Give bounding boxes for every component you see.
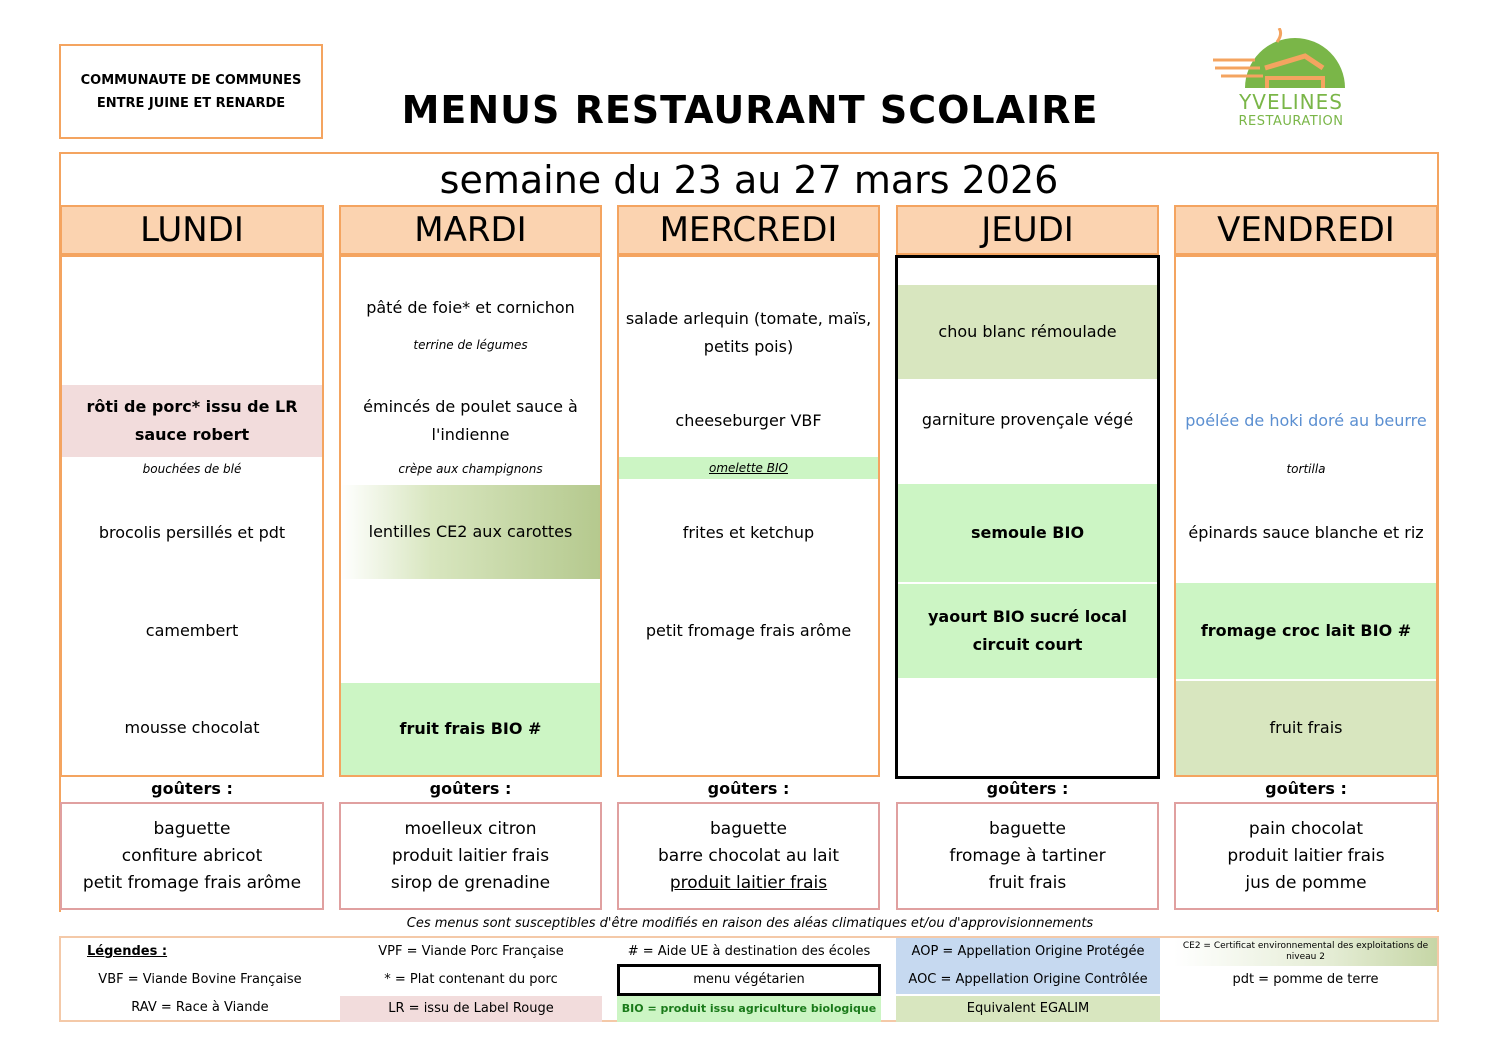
mercredi-main-alt: omelette BIO (619, 457, 878, 479)
day-column-vendredi (1174, 255, 1438, 777)
vendredi-cheese: fromage croc lait BIO # (1176, 583, 1436, 679)
logo-text-main: YVELINES (1239, 90, 1343, 114)
week-title: semaine du 23 au 27 mars 2026 (439, 158, 1059, 202)
gouter-item: moelleux citron (404, 818, 537, 839)
gouter-item: pain chocolat (1248, 818, 1364, 839)
gouter-item: baguette (153, 818, 231, 839)
legend-label-rouge: LR = issu de Label Rouge (340, 996, 602, 1022)
vendredi-main: poélée de hoki doré au beurre (1185, 411, 1427, 430)
disclaimer-notice: Ces menus sont susceptibles d'être modifiés en raison des aléas climatiques et/ou d'approvisionnements (406, 915, 1094, 931)
lundi-side: brocolis persillés et pdt (98, 523, 286, 542)
jeudi-cheese: yaourt BIO sucré local circuit court (898, 584, 1157, 678)
legend-title: Légendes : (87, 944, 168, 959)
jeudi-starter: chou blanc rémoulade (898, 285, 1157, 379)
gouter-box-lundi (60, 802, 324, 910)
gouter-item: produit laitier frais (669, 872, 828, 893)
mercredi-cheese: petit fromage frais arôme (645, 621, 852, 640)
gouter-label-jeudi: goûters : (986, 778, 1069, 798)
mardi-main-alt: crèpe aux champignons (398, 462, 543, 476)
legend-table (59, 936, 1439, 1022)
gouter-box-jeudi (896, 802, 1159, 910)
page-title: MENUS RESTAURANT SCOLAIRE (401, 88, 1099, 132)
legend-aoc: AOC = Appellation Origine Contrôlée (896, 966, 1160, 994)
day-header-jeudi: JEUDI (896, 205, 1159, 255)
gouter-item: produit laitier frais (1227, 845, 1385, 866)
legend-aop: AOP = Appellation Origine Protégée (896, 938, 1160, 966)
legend-vbf: VBF = Viande Bovine Française (98, 972, 302, 987)
day-column-mercredi (617, 255, 880, 777)
gouter-item: sirop de grenadine (390, 872, 551, 893)
day-header-lundi: LUNDI (60, 205, 324, 255)
organization-box (59, 44, 323, 139)
gouter-box-vendredi (1174, 802, 1438, 910)
gouter-item: baguette (709, 818, 788, 839)
gouter-item: produit laitier frais (391, 845, 550, 866)
gouter-item: petit fromage frais arôme (82, 872, 302, 893)
gouter-item: jus de pomme (1245, 872, 1367, 893)
lundi-cheese: camembert (145, 621, 239, 640)
gouter-label-mardi: goûters : (429, 778, 512, 798)
mercredi-side: frites et ketchup (682, 523, 815, 542)
legend-pdt: pdt = pomme de terre (1232, 972, 1379, 987)
day-header-mercredi: MERCREDI (617, 205, 880, 255)
mercredi-main: cheeseburger VBF (675, 411, 822, 430)
mardi-starter: pâté de foie* et cornichon (366, 298, 575, 317)
day-column-mardi (339, 255, 602, 777)
legend-rav: RAV = Race à Viande (131, 1000, 269, 1015)
day-column-jeudi-vegetarian (895, 255, 1160, 779)
jeudi-side: semoule BIO (898, 484, 1157, 582)
gouter-item: barre chocolat au lait (658, 845, 839, 866)
mardi-side: lentilles CE2 aux carottes (341, 485, 600, 579)
legend-vpf: VPF = Viande Porc Française (378, 944, 564, 959)
mardi-starter-alt: terrine de légumes (413, 338, 528, 352)
mardi-dessert: fruit frais BIO # (341, 683, 600, 775)
gouter-box-mardi (339, 802, 602, 910)
legend-star-pork: * = Plat contenant du porc (384, 972, 558, 987)
jeudi-main: garniture provençale végé (921, 410, 1134, 429)
gouter-label-mercredi: goûters : (707, 778, 790, 798)
mardi-main: émincés de poulet sauce à l'indienne (363, 397, 578, 444)
org-line-2: ENTRE JUINE ET RENARDE (96, 95, 286, 111)
lundi-main-alt: bouchées de blé (142, 462, 242, 476)
lundi-main: rôti de porc* issu de LR sauce robert (62, 385, 322, 457)
gouter-item: baguette (988, 818, 1067, 839)
day-header-mardi: MARDI (339, 205, 602, 255)
day-header-vendredi: VENDREDI (1174, 205, 1438, 255)
legend-ce2: CE2 = Certificat environnemental des exploitations de niveau 2 (1174, 938, 1437, 966)
vendredi-side: épinards sauce blanche et riz (1188, 523, 1424, 542)
lundi-dessert: mousse chocolat (124, 718, 260, 737)
logo-text-sub: RESTAURATION (1238, 114, 1344, 129)
gouter-label-lundi: goûters : (151, 778, 233, 798)
mercredi-starter: salade arlequin (tomate, maïs, petits pois) (625, 309, 872, 356)
yvelines-restauration-logo (1205, 28, 1365, 132)
gouter-item: fromage à tartiner (949, 845, 1106, 866)
legend-vegetarian: menu végétarien (617, 964, 881, 996)
gouter-label-vendredi: goûters : (1265, 778, 1347, 798)
vendredi-main-alt: tortilla (1286, 462, 1326, 476)
vendredi-dessert: fruit frais (1176, 681, 1436, 775)
gouter-item: confiture abricot (121, 845, 263, 866)
gouter-box-mercredi (617, 802, 880, 910)
day-column-lundi (60, 255, 324, 777)
legend-egalim: Equivalent EGALIM (896, 996, 1160, 1022)
org-line-1: COMMUNAUTE DE COMMUNES (80, 72, 302, 88)
gouter-item: fruit frais (988, 872, 1067, 893)
legend-bio: BIO = produit issu agriculture biologique (617, 996, 881, 1022)
legend-hash-eu: # = Aide UE à destination des écoles (627, 944, 871, 959)
